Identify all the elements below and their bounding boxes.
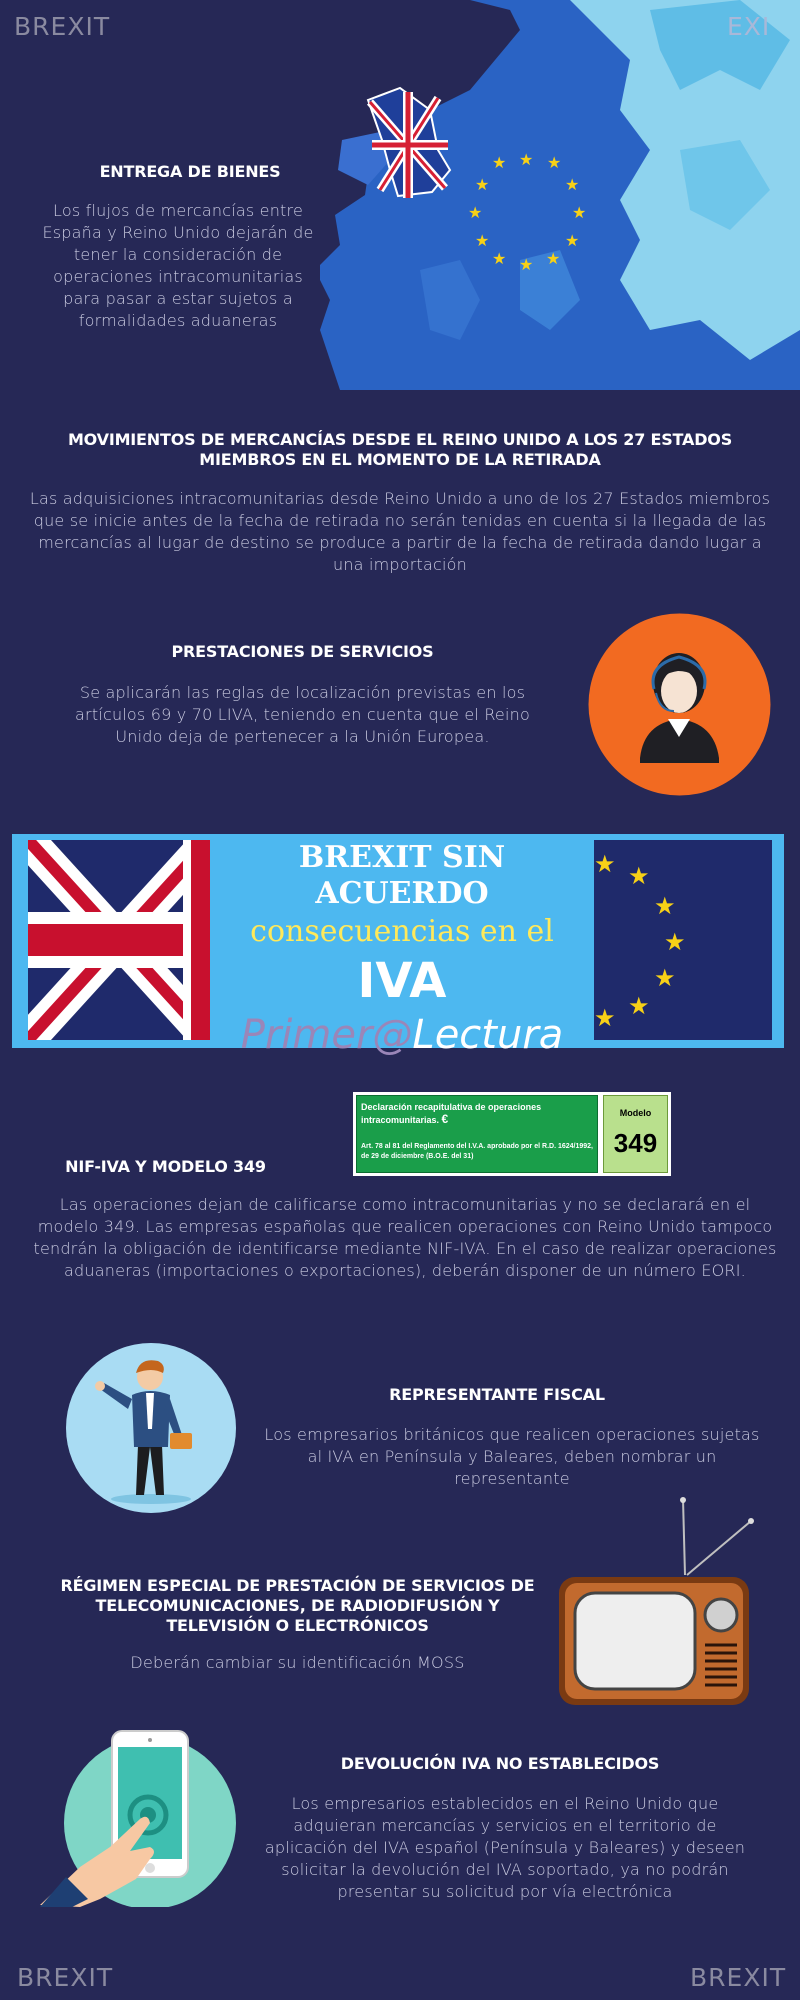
europe-map (320, 0, 800, 390)
svg-text:★: ★ (519, 150, 534, 169)
section-body-devolucion: Los empresarios establecidos en el Reino Unido que adquieran mercancías y servicios en el territorio de aplicación del IVA español (Península y Baleares) y deseen solicitar la devolución del IVA soportado, ya no podrán presentar su solicitud por vía electrónica (264, 1794, 746, 1901)
section-title-entrega-bienes: ENTREGA DE BIENES (99, 162, 281, 181)
section-title-movimientos: MOVIMIENTOS DE MERCANCÍAS DESDE EL REINO UNIDO A LOS 27 ESTADOS MIEMBROS EN EL MOMENTO DE LA RETIRADA (67, 430, 733, 469)
modelo-349-form-image (353, 1092, 671, 1176)
form-modelo-number: 349 (613, 1128, 658, 1158)
banner-title: BREXIT SIN ACUERDO (298, 840, 506, 911)
svg-text:★: ★ (594, 1004, 616, 1032)
svg-text:★: ★ (654, 964, 676, 992)
form-green-note: Art. 78 al 81 del Reglamento del I.V.A. aprobado por el R.D. 1624/1992, de 29 de diciembre (B.O.E. del 31) (361, 1143, 593, 1160)
svg-text:★: ★ (628, 862, 650, 890)
businessman-illustration (66, 1343, 236, 1513)
section-body-nif-iva: Las operaciones dejan de calificarse como intracomunitarias y no se declarará en el modelo 349. Las empresas españolas que realicen operaciones con Reino Unido tampoco tendrán la obligación de identificarse mediante NIF-IVA. En el caso de realizar operaciones aduaneras (importaciones o exportaciones), deberán disponer de un número EORI. (33, 1195, 777, 1280)
section-title-devolucion: DEVOLUCIÓN IVA NO ESTABLECIDOS (340, 1754, 660, 1773)
svg-text:★: ★ (475, 231, 490, 250)
section-title-representante: REPRESENTANTE FISCAL (389, 1385, 605, 1404)
uk-flag-icon (28, 840, 210, 1040)
banner-brand-primer: Primer@ (240, 1012, 413, 1058)
form-green-title: Declaración recapitulativa de operaciones intracomunitarias. (361, 1102, 542, 1125)
svg-text:★: ★ (565, 231, 580, 250)
section-body-representante: Los empresarios británicos que realicen operaciones sujetas al IVA en Península y Baleares, deben nombrar un representante (264, 1425, 760, 1488)
svg-text:★: ★ (468, 203, 483, 222)
section-title-prestaciones: PRESTACIONES DE SERVICIOS (171, 642, 434, 661)
banner-iva: IVA (357, 953, 447, 1009)
svg-text:★: ★ (547, 153, 562, 172)
brexit-corner-label-top-left: BREXIT (14, 12, 111, 41)
customer-service-avatar-icon (588, 613, 771, 796)
form-modelo-label: Modelo (619, 1108, 652, 1118)
euro-icon: € (441, 1112, 449, 1126)
section-body-prestaciones: Se aplicarán las reglas de localización previstas en los artículos 69 y 70 LIVA, teniendo en cuenta que el Reino Unido deja de pertenecer a la Unión Europea. (75, 683, 530, 746)
banner-brand-lectura: Lectura (412, 1012, 564, 1058)
svg-text:★: ★ (492, 153, 507, 172)
brexit-corner-label-top-right: EXI (727, 12, 771, 41)
section-title-regimen-especial: RÉGIMEN ESPECIAL DE PRESTACIÓN DE SERVICIOS DE TELECOMUNICACIONES, DE RADIODIFUSIÓN Y TELEVISIÓN O ELECTRÓNICOS (60, 1576, 535, 1635)
television-icon (555, 1495, 755, 1710)
banner-subtitle: consecuencias en el (250, 914, 554, 949)
section-body-entrega-bienes: Los flujos de mercancías entre España y Reino Unido dejarán de tener la consideración de operaciones intracomunitarias para pasar a estar sujetos a formalidades aduaneras (42, 201, 314, 330)
brexit-corner-label-bottom-right: BREXIT (690, 1963, 787, 1992)
svg-text:★: ★ (664, 928, 686, 956)
svg-text:★: ★ (475, 175, 490, 194)
section-body-movimientos: Las adquisiciones intracomunitarias desde Reino Unido a uno de los 27 Estados miembros que se inicie antes de la fecha de retirada no serán tenidas en cuenta si la llegada de las mercancías al lugar de destino se produce a partir de la fecha de retirada dando lugar a una importación (29, 489, 771, 574)
smartphone-touch-illustration (40, 1727, 240, 1907)
svg-text:★: ★ (565, 175, 580, 194)
svg-text:★: ★ (519, 255, 534, 274)
brexit-banner (12, 834, 784, 1058)
svg-text:★: ★ (628, 992, 650, 1020)
brexit-corner-label-bottom-left: BREXIT (17, 1963, 114, 1992)
svg-text:★: ★ (546, 249, 561, 268)
section-body-regimen-especial: Deberán cambiar su identificación MOSS (130, 1653, 465, 1672)
svg-text:★: ★ (594, 850, 616, 878)
section-title-nif-iva: NIF-IVA Y MODELO 349 (65, 1157, 266, 1176)
svg-text:★: ★ (492, 249, 507, 268)
eu-flag-icon (594, 840, 772, 1040)
svg-text:★: ★ (572, 203, 587, 222)
svg-text:★: ★ (654, 892, 676, 920)
